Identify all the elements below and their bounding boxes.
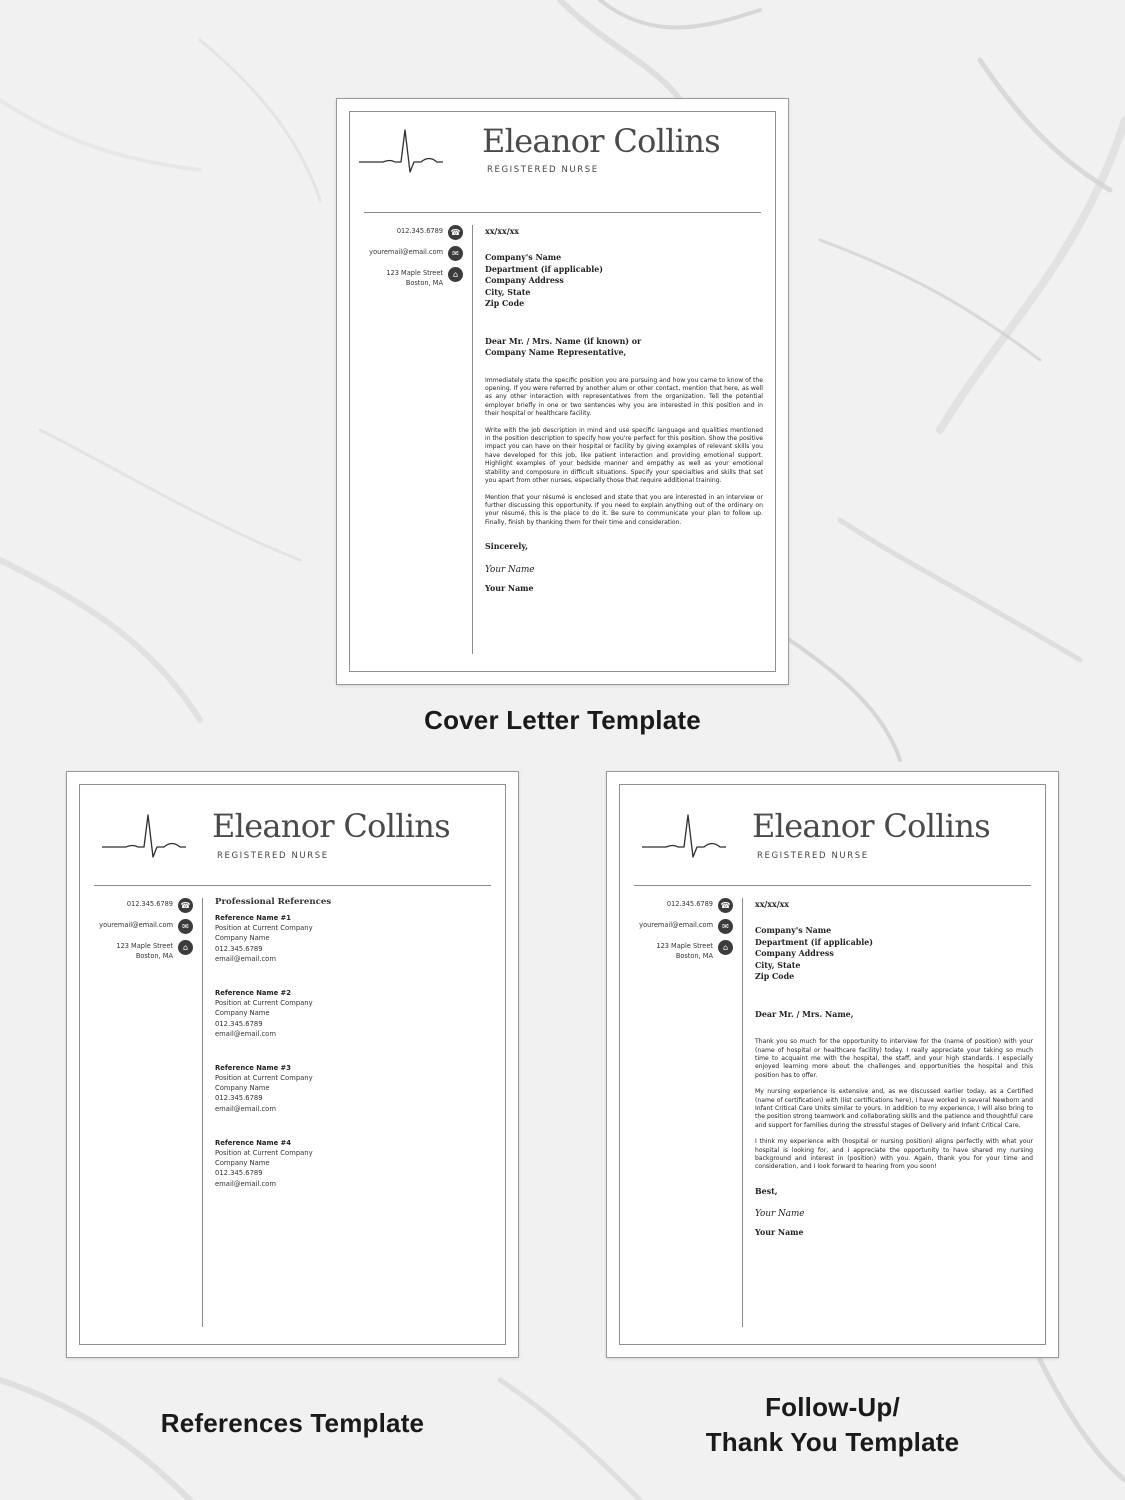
address-line: City, State	[485, 287, 531, 297]
heartbeat-icon	[100, 809, 188, 859]
signed-name: Your Name	[755, 1228, 804, 1238]
contact-address	[345, 267, 463, 288]
phone-text: 012.345.6789	[126, 900, 173, 908]
reference-email: email@email.com	[215, 954, 276, 963]
body-paragraph: Mention that your résumé is enclosed and state that you are interested in an interview or further discussing this opportunity. If you need to explain anything out of the ordinary on your résumé, this is the place to do it. Be sure to communicate your plan to follow up. Finally, finish by thanking them for their time and consideration.	[485, 493, 763, 526]
phone-icon: ☎	[448, 225, 463, 240]
contact-email	[345, 246, 463, 261]
address-line: Company's Name	[485, 253, 562, 263]
references-body	[215, 897, 493, 1213]
recipient-address	[755, 925, 1033, 982]
heartbeat-icon	[640, 809, 728, 859]
applicant-title: REGISTERED NURSE	[487, 165, 599, 175]
phone-icon: ☎	[718, 898, 733, 913]
applicant-name: Eleanor Collins	[752, 807, 990, 845]
closing: Sincerely,	[485, 542, 529, 552]
reference-entry	[215, 913, 493, 964]
salutation-line: Company Name Representative,	[485, 348, 627, 358]
reference-company: Company Name	[215, 934, 270, 943]
address-text	[386, 269, 443, 288]
reference-position: Position at Current Company	[215, 1149, 313, 1157]
salutation-line: Dear Mr. / Mrs. Name (if known) or	[485, 336, 642, 346]
thank-you-page	[606, 771, 1059, 1358]
reference-company: Company Name	[215, 1159, 270, 1168]
phone-text: 012.345.6789	[666, 900, 713, 908]
references-caption: References Template	[160, 1408, 425, 1438]
home-icon: ⌂	[718, 940, 733, 955]
column-divider	[472, 225, 473, 654]
envelope-icon: ✉	[178, 919, 193, 934]
reference-company: Company Name	[215, 1084, 270, 1093]
recipient-address	[485, 252, 763, 309]
phone-icon: ☎	[178, 898, 193, 913]
reference-entry	[215, 1138, 493, 1189]
applicant-title: REGISTERED NURSE	[217, 851, 329, 861]
home-icon: ⌂	[448, 267, 463, 282]
city-text: Boston, MA	[135, 951, 173, 960]
body-paragraph: Thank you so much for the opportunity to interview for the (name of position) with your (name of hospital or healthcare facility) today. I really appreciate your taking so much time to acquaint me with the hospital, the staff, and your high standards. I especially enjoyed learning more about the challenges and opportunities the hospital and this position has to offer.	[755, 1038, 1033, 1079]
body-paragraph: Write with the job description in mind and use specific language and qualities mentioned in the position description to specify how you're perfect for this position. Show the positive impact you can have on their hospital or facility by giving examples of relevant skills you have developed for this job, like patient interaction and providing emotional support. Highlight examples of your bedside manner and empathy as well as your emotional stability and composure in difficult situations. Specify your specialties and skills that set you apart from other nurses, especially those that require additional training.	[485, 426, 763, 485]
letter-body	[755, 899, 1033, 1239]
address-text	[116, 942, 173, 961]
home-icon: ⌂	[178, 940, 193, 955]
applicant-title: REGISTERED NURSE	[757, 851, 869, 861]
letter-date: xx/xx/xx	[755, 900, 789, 909]
header-divider	[364, 212, 761, 213]
applicant-name: Eleanor Collins	[212, 807, 450, 845]
header-divider	[94, 885, 491, 886]
email-text: youremail@email.com	[99, 921, 173, 929]
reference-email: email@email.com	[215, 1179, 276, 1188]
body-paragraph: Immediately state the specific position you are pursuing and how you came to know of the opening. If you were referred by another alum or other contact, mention that here, as well as any other interaction with representatives from the organization. Tell the potential employer briefly in one or two sentences why you are interested in this position and in their hospital or healthcare facility.	[485, 376, 763, 418]
contact-phone	[615, 898, 733, 913]
street-text: 123 Maple Street	[386, 269, 443, 277]
reference-position: Position at Current Company	[215, 1074, 313, 1083]
letter-body	[485, 226, 763, 594]
body-paragraph: My nursing experience is extensive and, as we discussed earlier today, as a Certified (name of certification) with (list certifications here), I have worked in several Newborn and Infant Critical Care Units similar to yours. In addition to my experience, I will also bring to the position strong teamwork and collaborating skills and the patience and thoughtful care and support for families during the stressful stages of Delivery and Infant Critical Care.	[755, 1088, 1033, 1129]
reference-entry	[215, 988, 493, 1039]
address-line: Zip Code	[755, 972, 795, 982]
address-line: Department (if applicable)	[485, 264, 603, 274]
city-text: Boston, MA	[675, 951, 713, 960]
address-line: Department (if applicable)	[755, 937, 873, 947]
applicant-name: Eleanor Collins	[482, 122, 720, 160]
reference-name: Reference Name #1	[215, 914, 291, 922]
header-divider	[634, 885, 1031, 886]
references-heading: Professional References	[215, 897, 332, 907]
reference-name: Reference Name #4	[215, 1138, 291, 1147]
reference-company: Company Name	[215, 1009, 270, 1018]
salutation	[485, 336, 763, 359]
address-line: Company's Name	[755, 926, 832, 936]
address-line: Company Address	[755, 949, 834, 959]
reference-name: Reference Name #3	[215, 1063, 291, 1072]
contact-address	[75, 940, 193, 961]
city-text: Boston, MA	[405, 278, 443, 287]
thank-you-caption	[606, 1390, 1059, 1459]
reference-position: Position at Current Company	[215, 999, 313, 1008]
contact-block	[345, 225, 463, 294]
reference-phone: 012.345.6789	[215, 944, 263, 953]
signature: Your Name	[755, 1209, 805, 1220]
reference-phone: 012.345.6789	[215, 1169, 263, 1178]
email-text: youremail@email.com	[639, 921, 713, 929]
street-text: 123 Maple Street	[656, 942, 713, 950]
letter-date: xx/xx/xx	[485, 227, 519, 236]
contact-email	[75, 919, 193, 934]
cover-letter-caption: Cover Letter Template	[424, 705, 701, 735]
heartbeat-icon	[357, 124, 445, 174]
contact-email	[615, 919, 733, 934]
signature: Your Name	[485, 564, 535, 575]
envelope-icon: ✉	[718, 919, 733, 934]
phone-text: 012.345.6789	[396, 227, 443, 235]
address-line: Company Address	[485, 276, 564, 286]
address-text	[656, 942, 713, 961]
salutation: Dear Mr. / Mrs. Name,	[755, 1009, 854, 1019]
cover-letter-page	[336, 98, 789, 685]
references-page	[66, 771, 519, 1358]
body-paragraph: I think my experience with (hospital or nursing position) aligns perfectly with what your hospital is looking for, and I appreciate the opportunity to have shared my nursing background and interest in (position) with you. Again, thank you for your time and consideration, and I look forward to hearing from you soon!	[755, 1138, 1033, 1171]
column-divider	[742, 898, 743, 1327]
reference-position: Position at Current Company	[215, 924, 313, 933]
reference-name: Reference Name #2	[215, 988, 291, 997]
envelope-icon: ✉	[448, 246, 463, 261]
email-text: youremail@email.com	[369, 248, 443, 256]
contact-block	[615, 898, 733, 967]
reference-email: email@email.com	[215, 1104, 276, 1113]
closing: Best,	[755, 1186, 778, 1196]
contact-address	[615, 940, 733, 961]
signed-name: Your Name	[485, 583, 534, 593]
thank-you-caption-line: Thank You Template	[705, 1426, 960, 1457]
address-line: Zip Code	[485, 299, 525, 309]
address-line: City, State	[755, 960, 801, 970]
contact-phone	[75, 898, 193, 913]
contact-phone	[345, 225, 463, 240]
street-text: 123 Maple Street	[116, 942, 173, 950]
reference-entry	[215, 1063, 493, 1114]
reference-email: email@email.com	[215, 1029, 276, 1038]
reference-phone: 012.345.6789	[215, 1019, 263, 1028]
column-divider	[202, 898, 203, 1327]
thank-you-caption-line: Follow-Up/	[765, 1392, 900, 1422]
reference-phone: 012.345.6789	[215, 1094, 263, 1103]
contact-block	[75, 898, 193, 967]
